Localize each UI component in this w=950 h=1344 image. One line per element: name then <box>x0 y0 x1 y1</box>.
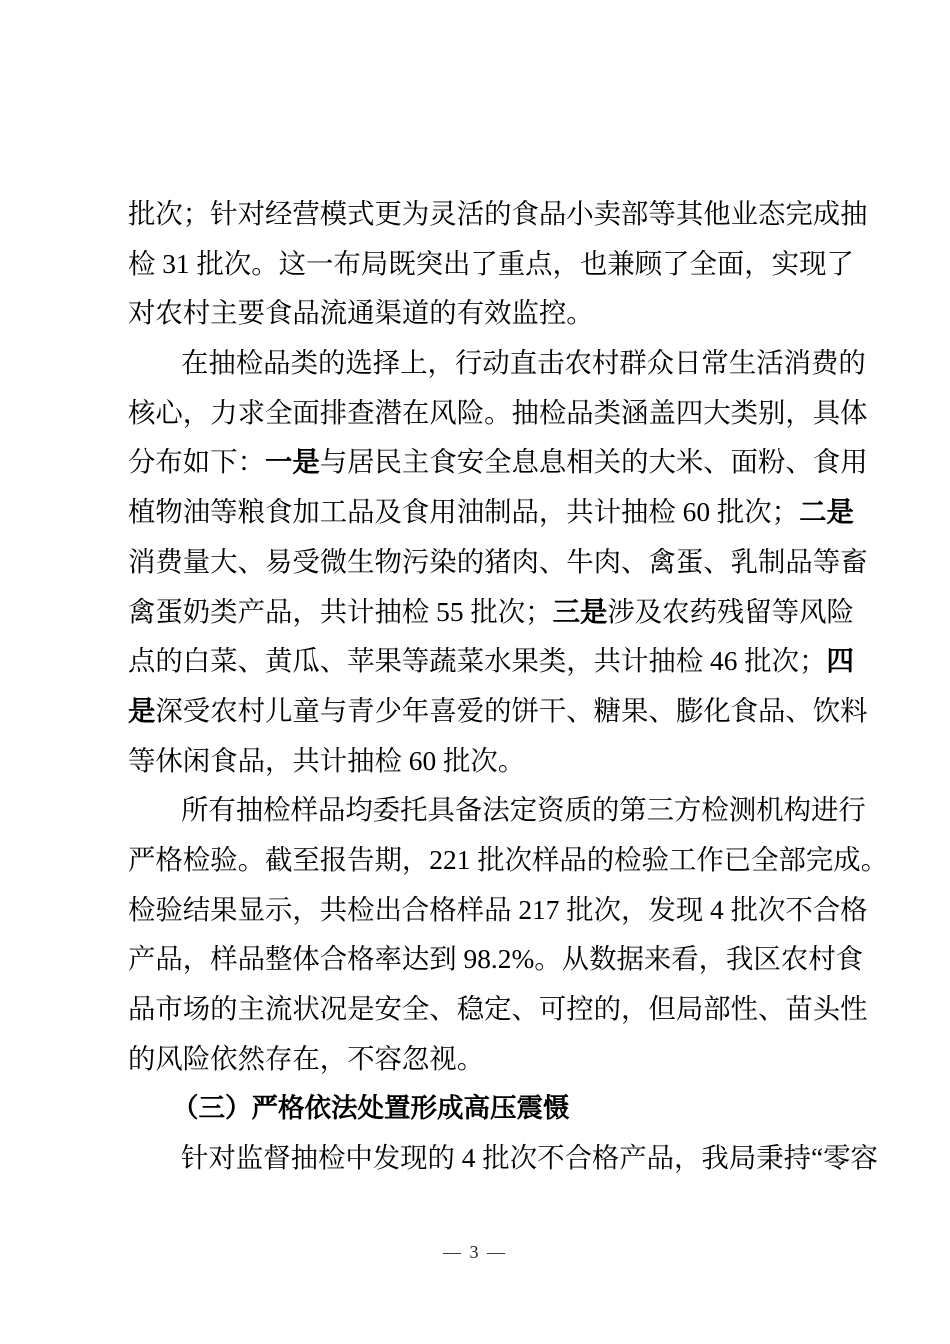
text-line <box>128 985 868 1035</box>
text-run: 植物油等粮食加工品及食用油制品，共计抽检 60 批次； <box>128 497 800 528</box>
text-run: 批次；针对经营模式更为灵活的食品小卖部等其他业态完成抽 <box>128 199 868 229</box>
text-line <box>128 1035 824 1085</box>
text-run: 品市场的主流状况是安全、稳定、可控的，但局部性、苗头性 <box>128 994 868 1024</box>
text-run: 在抽检品类的选择上，行动直击农村群众日常生活消费的 <box>181 348 866 379</box>
bold-text: 二是 <box>799 497 854 528</box>
text-line <box>128 935 863 985</box>
text-line <box>128 339 866 389</box>
text-line <box>128 389 868 439</box>
text-line <box>128 737 824 787</box>
text-line <box>128 1134 878 1184</box>
text-line <box>128 488 854 538</box>
text-run: 所有抽检样品均委托具备法定资质的第三方检测机构进行 <box>181 795 866 826</box>
text-line <box>128 240 854 290</box>
text-run: 深受农村儿童与青少年喜爱的饼干、糖果、膨化食品、饮料 <box>155 695 868 726</box>
text-run: 检 31 批次。这一布局既突出了重点，也兼顾了全面，实现了 <box>128 248 854 279</box>
text-run: 严格检验。截至报告期，221 批次样品的检验工作已全部完成。 <box>128 844 889 875</box>
text-line <box>128 538 868 588</box>
text-line <box>128 438 868 488</box>
text-line <box>128 886 868 936</box>
page-number: — 3 — <box>443 1242 507 1262</box>
text-run: 分布如下： <box>128 447 265 478</box>
text-line <box>128 190 868 240</box>
bold-text: 三是 <box>552 596 608 627</box>
text-run: 产品，样品整体合格率达到 98.2%。从数据来看，我区农村食 <box>128 944 863 975</box>
section-heading <box>128 1084 824 1134</box>
text-run: 检验结果显示，共检出合格样品 217 批次，发现 4 批次不合格 <box>128 894 868 925</box>
bold-text: 四 <box>826 646 854 677</box>
text-line <box>128 786 866 836</box>
text-run: 对农村主要食品流通渠道的有效监控。 <box>128 298 594 329</box>
text-line <box>128 289 824 339</box>
text-run: 涉及农药残留等风险 <box>607 596 854 627</box>
text-run: 消费量大、易受微生物污染的猪肉、牛肉、禽蛋、乳制品等畜 <box>128 546 868 577</box>
bold-text: 是 <box>128 695 156 726</box>
text-run: 等休闲食品，共计抽检 60 批次。 <box>128 745 526 776</box>
text-line <box>128 637 854 687</box>
text-run: 点的白菜、黄瓜、苹果等蔬菜水果类，共计抽检 46 批次； <box>128 646 827 677</box>
text-run: 禽蛋奶类产品，共计抽检 55 批次； <box>128 596 553 627</box>
text-run: 针对监督抽检中发现的 4 批次不合格产品，我局秉持“零容 <box>181 1143 878 1174</box>
text-line <box>128 687 868 737</box>
text-run: 核心，力求全面排查潜在风险。抽检品类涵盖四大类别，具体 <box>128 397 868 428</box>
text-run: 的风险依然存在，不容忽视。 <box>128 1043 485 1074</box>
text-line <box>128 588 854 638</box>
bold-text: 一是 <box>264 447 320 478</box>
text-run: （三）严格依法处置形成高压震慑 <box>172 1093 570 1125</box>
text-run: 与居民主食安全息息相关的大米、面粉、食用 <box>319 447 868 478</box>
text-line <box>128 836 889 886</box>
body-text <box>128 190 889 1184</box>
